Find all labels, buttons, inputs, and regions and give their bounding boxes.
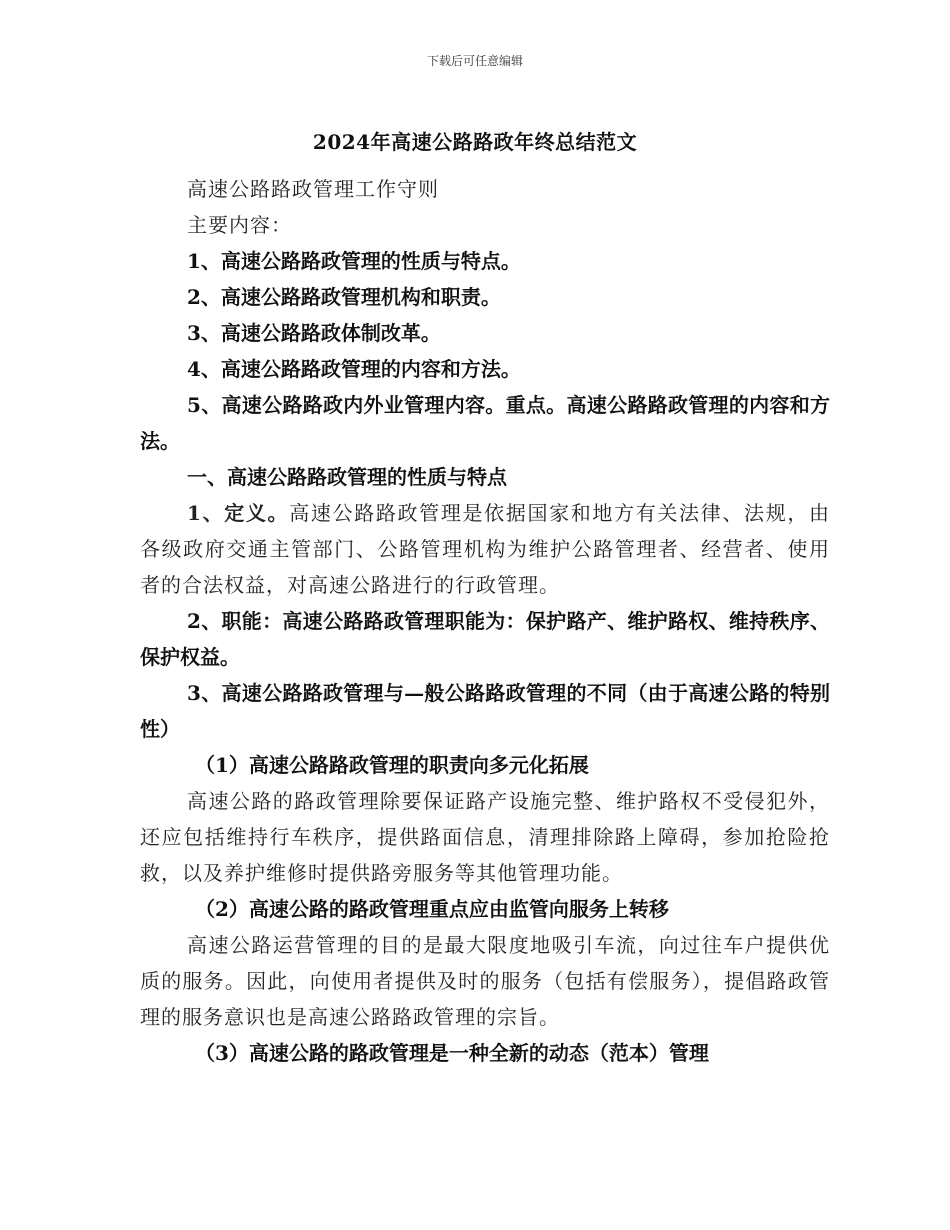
list-item-2: 2、高速公路路政管理机构和职责。 — [187, 285, 501, 309]
list-item-5: 5、高速公路路政内外业管理内容。重点。高速公路路政管理的内容和方法。 — [140, 393, 830, 453]
subheading-3: （3）高速公路的路政管理是一种全新的动态（范本）管理 — [195, 1041, 709, 1065]
list-item-3: 3、高速公路路政体制改革。 — [187, 321, 441, 345]
paragraph-definition — [140, 495, 830, 603]
list-item-4: 4、高速公路路政管理的内容和方法。 — [187, 357, 521, 381]
document-body — [140, 171, 830, 1071]
document-title: 2024年高速公路路政年终总结范文 — [312, 130, 638, 154]
section-heading-1: 一、高速公路路政管理的性质与特点 — [187, 465, 507, 489]
subheading-1: （1）高速公路路政管理的职责向多元化拓展 — [195, 753, 589, 777]
paragraph-main-content-label: 主要内容： — [187, 213, 292, 237]
definition-text: 高速公路路政管理是依据国家和地方有关法律、法规，由各级政府交通主管部门、公路管理机构为维护公路管理者、经营者、使用者的合法权益，对高速公路进行的行政管理。 — [140, 501, 831, 597]
paragraph-1: 高速公路的路政管理除要保证路产设施完整、维护路权不受侵犯外，还应包括维持行车秩序，提供路面信息，清理排除路上障碍，参加抢险抢救，以及养护维修时提供路旁服务等其他管理功能。 — [140, 789, 830, 885]
paragraph-difference: 3、高速公路路政管理与—般公路路政管理的不同（由于高速公路的特别性） — [140, 681, 830, 741]
paragraph-2: 高速公路运营管理的目的是最大限度地吸引车流，向过往车户提供优质的服务。因此，向使用者提供及时的服务（包括有偿服务），提倡路政管理的服务意识也是高速公路路政管理的宗旨。 — [140, 933, 830, 1029]
list-item-1: 1、高速公路路政管理的性质与特点。 — [187, 249, 521, 273]
subheading-2: （2）高速公路的路政管理重点应由监管向服务上转移 — [195, 897, 669, 921]
paragraph-function: 2、职能：高速公路路政管理职能为：保护路产、维护路权、维持秩序、保护权益。 — [140, 609, 830, 669]
paragraph-subtitle: 高速公路路政管理工作守则 — [187, 177, 439, 201]
definition-label: 1、定义。 — [187, 501, 290, 525]
page-header: 下载后可任意编辑 — [426, 54, 523, 68]
